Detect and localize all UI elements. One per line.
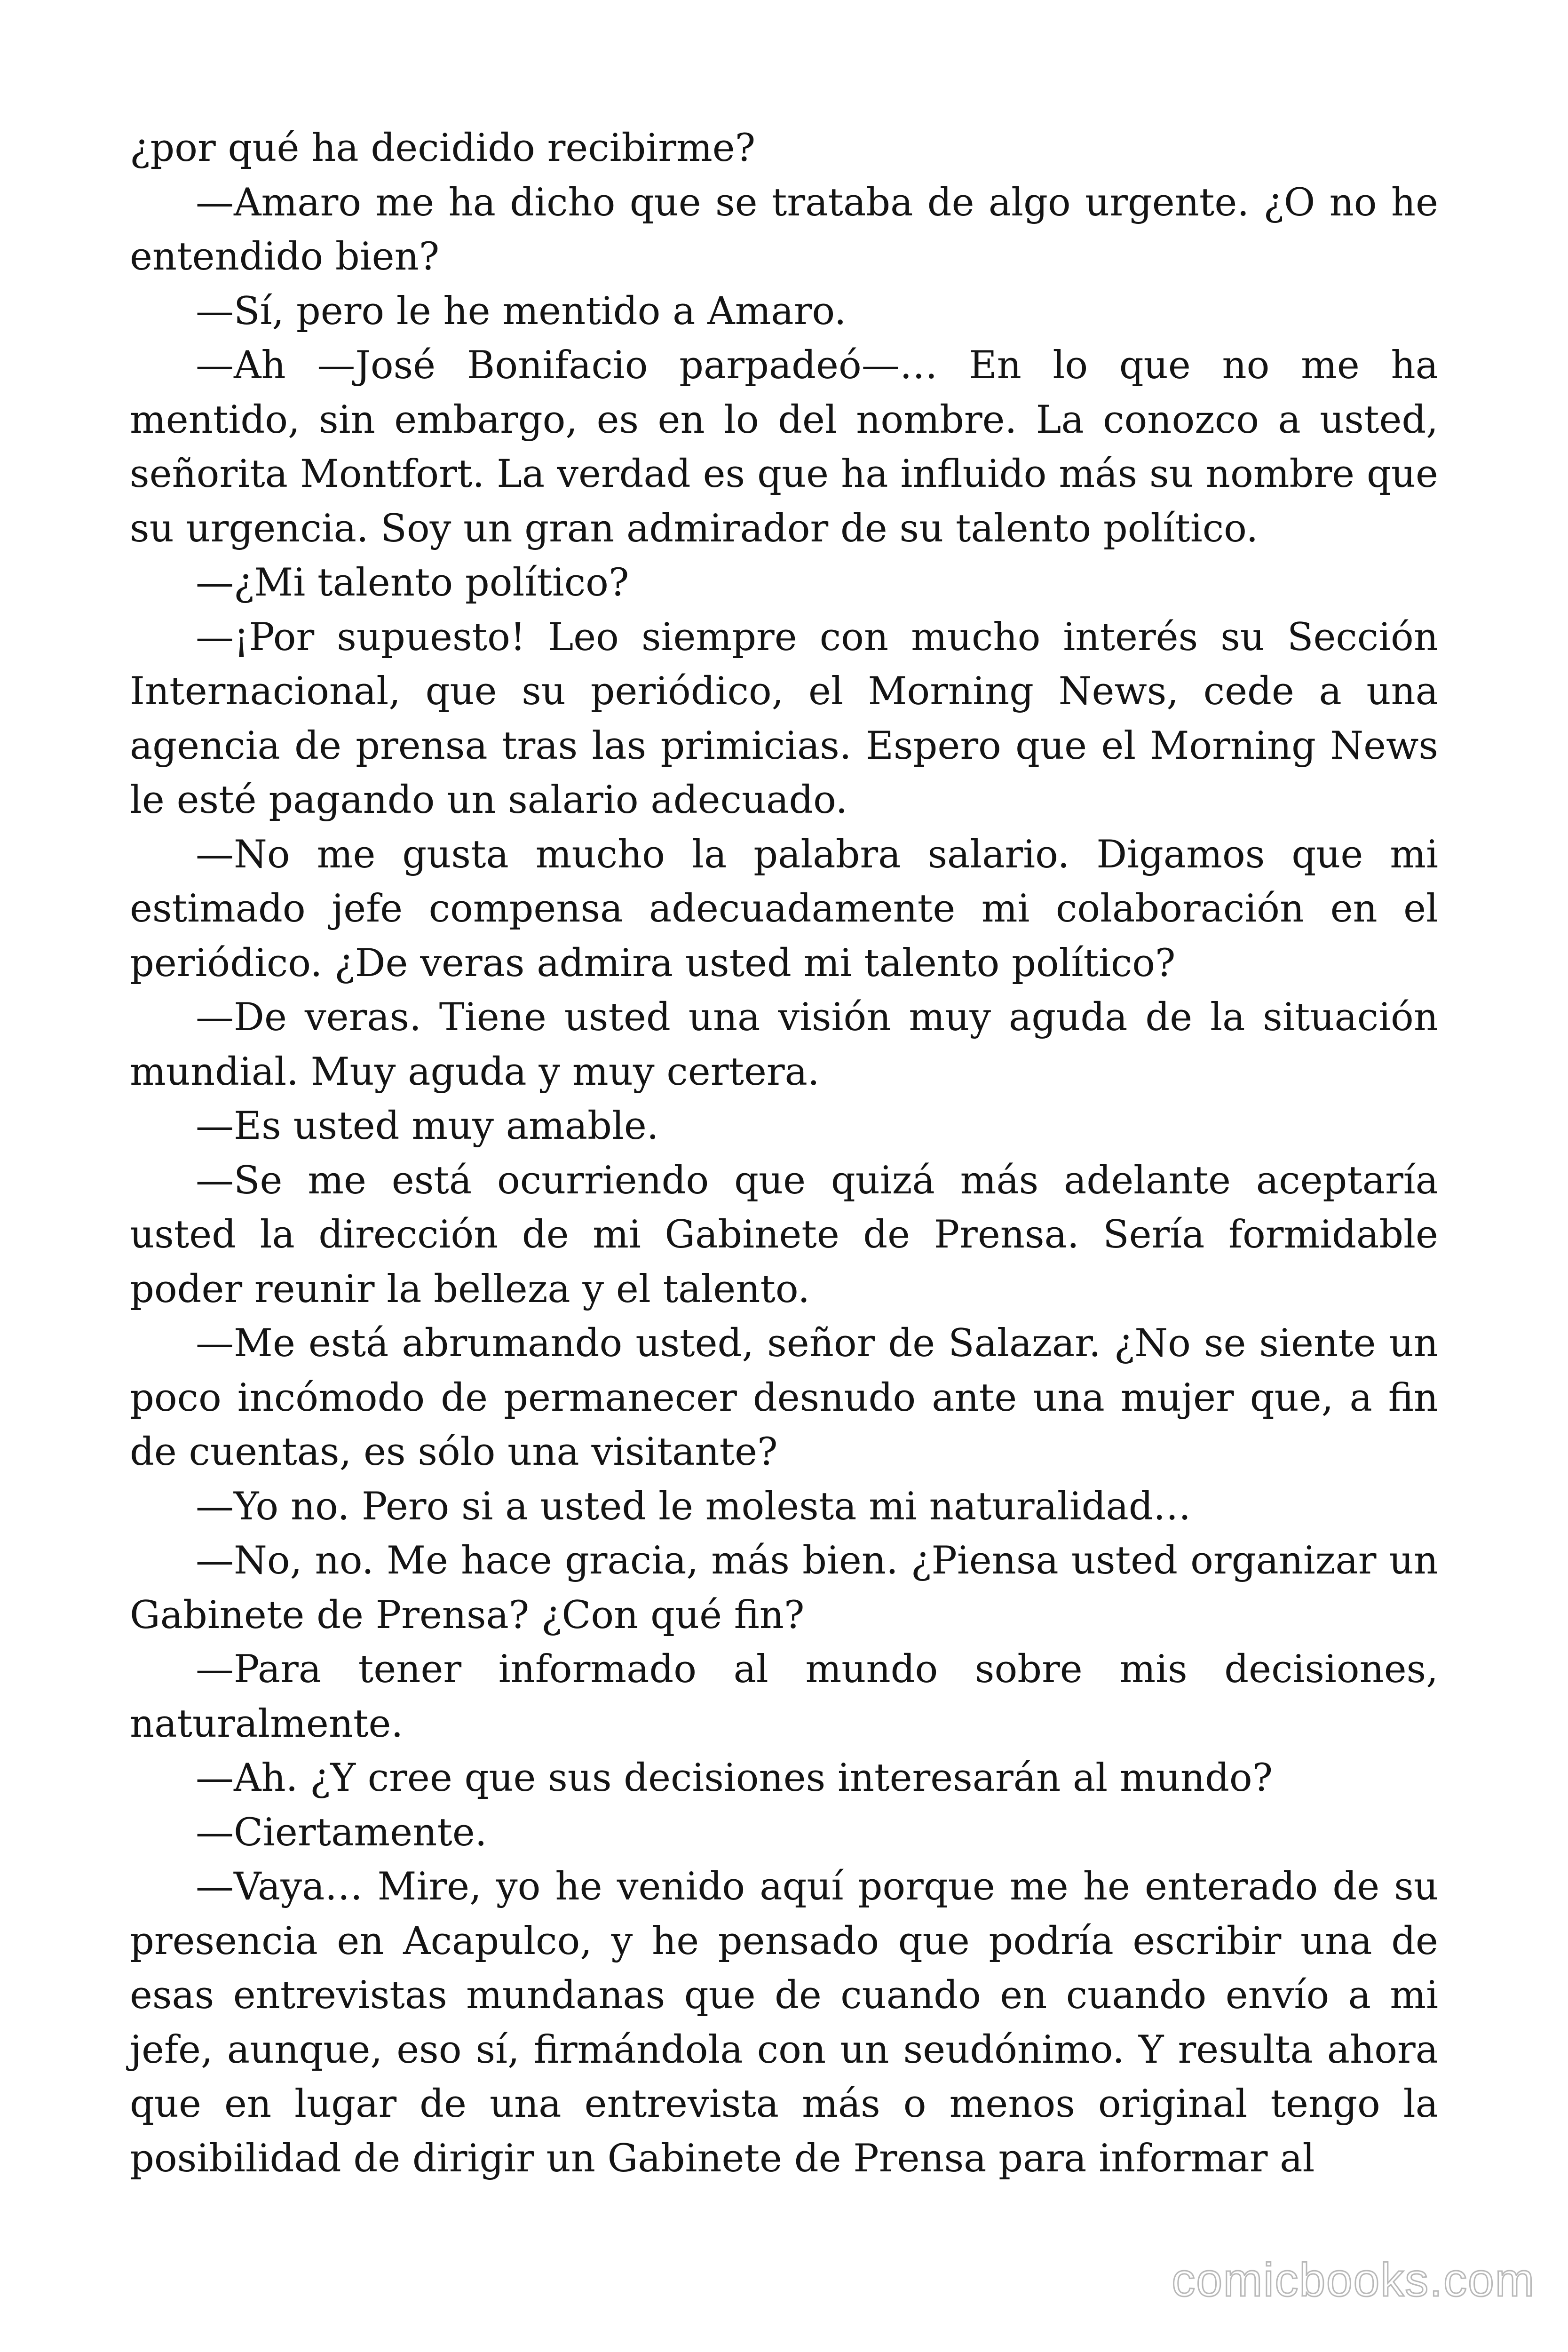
paragraph-8: —De veras. Tiene usted una visión muy aguda de la situación mundial. Muy aguda y muy certera.	[130, 995, 1438, 1094]
paragraph-14: —Para tener informado al mundo sobre mis decisiones, naturalmente.	[130, 1647, 1438, 1746]
watermark: comicbooks.com	[1172, 2254, 1535, 2306]
paragraph-12: —Yo no. Pero si a usted le molesta mi naturalidad…	[196, 1484, 1191, 1529]
paragraph-1: ¿por qué ha decidido recibirme?	[130, 126, 756, 170]
paragraph-4: —Ah —José Bonifacio parpadeó—… En lo que no me ha mentido, sin embargo, es en lo del nombre. La conozco a usted, señorita Montfort. La verdad es que ha influido más su nombre que su urgencia. Soy un gran admirador de su talento político.	[130, 343, 1438, 551]
paragraph-13: —No, no. Me hace gracia, más bien. ¿Piensa usted organizar un Gabinete de Prensa? ¿Con qué fin?	[130, 1539, 1438, 1637]
paragraph-9: —Es usted muy amable.	[196, 1104, 659, 1148]
paragraph-2: —Amaro me ha dicho que se trataba de algo urgente. ¿O no he entendido bien?	[130, 180, 1438, 279]
page-body-text	[130, 121, 1438, 2186]
paragraph-16: —Ciertamente.	[196, 1810, 487, 1855]
paragraph-6: —¡Por supuesto! Leo siempre con mucho interés su Sección Internacional, que su periódico, el Morning News, cede a una agencia de prensa tras las primicias. Espero que el Morning News le esté pagando un salario adecuado.	[130, 615, 1438, 822]
paragraph-10: —Se me está ocurriendo que quizá más adelante aceptaría usted la dirección de mi Gabinete de Prensa. Sería formidable poder reunir la belleza y el talento.	[130, 1158, 1438, 1311]
paragraph-3: —Sí, pero le he mentido a Amaro.	[196, 289, 847, 334]
paragraph-7: —No me gusta mucho la palabra salario. Digamos que mi estimado jefe compensa adecuadamente mi colaboración en el periódico. ¿De veras admira usted mi talento político?	[130, 832, 1438, 985]
paragraph-5: —¿Mi talento político?	[196, 561, 629, 605]
paragraph-17: —Vaya… Mire, yo he venido aquí porque me he enterado de su presencia en Acapulco, y he pensado que podría escribir una de esas entrevistas mundanas que de cuando en cuando envío a mi jefe, aunque, eso sí, firmándola con un seudónimo. Y resulta ahora que en lugar de una entrevista más o menos original tengo la posibilidad de dirigir un Gabinete de Prensa para informar al	[130, 1865, 1438, 2181]
paragraph-11: —Me está abrumando usted, señor de Salazar. ¿No se siente un poco incómodo de permanecer desnudo ante una mujer que, a fin de cuentas, es sólo una visitante?	[130, 1321, 1438, 1474]
paragraph-15: —Ah. ¿Y cree que sus decisiones interesarán al mundo?	[196, 1756, 1273, 1800]
